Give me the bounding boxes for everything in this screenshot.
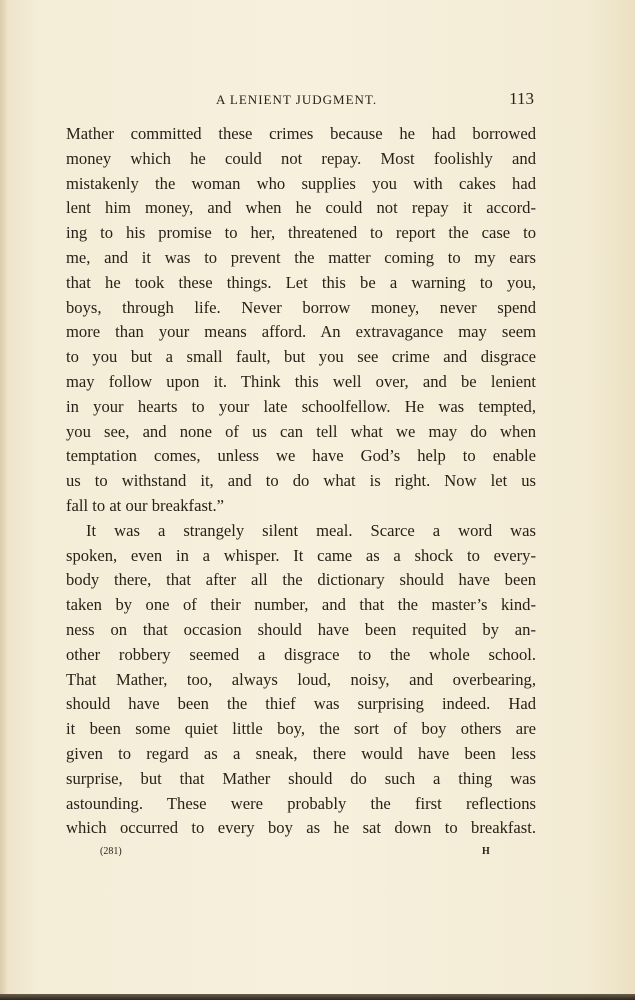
text-line: ness on that occasion should have been requited by an- xyxy=(66,619,536,639)
text-line: lent him money, and when he could not repay it accord- xyxy=(66,198,536,218)
body-text xyxy=(66,122,536,841)
text-line: surprise, but that Mather should do such a thing was xyxy=(66,768,536,788)
text-line: that he took these things. Let this be a warning to you, xyxy=(66,272,536,292)
text-line: other robbery seemed a disgrace to the whole school. xyxy=(66,644,536,664)
text-line: money which he could not repay. Most foolishly and xyxy=(66,148,536,168)
page-spine-shadow xyxy=(0,0,8,1000)
text-line: fall to at our breakfast.” xyxy=(66,495,225,515)
text-line: you see, and none of us can tell what we may do when xyxy=(66,421,536,441)
text-line: body there, that after all the dictionary should have been xyxy=(66,570,536,590)
text-line: Mather committed these crimes because he had borrowed xyxy=(66,124,536,143)
page-number: 113 xyxy=(509,89,534,108)
page-bottom-edge xyxy=(0,994,635,1000)
page-footer xyxy=(66,846,536,860)
text-line: in your hearts to your late schoolfellow. He was tempted, xyxy=(66,396,536,416)
text-line: me, and it was to prevent the matter coming to my ears xyxy=(66,247,536,267)
text-line: given to regard as a sneak, there would have been less xyxy=(66,743,536,763)
text-line: us to withstand it, and to do what is right. Now let us xyxy=(66,471,536,491)
printer-signature-number: (281) xyxy=(100,846,122,857)
text-line: It was a strangely silent meal. Scarce a word was xyxy=(86,520,536,540)
text-line: taken by one of their number, and that the master’s kind- xyxy=(66,595,536,615)
text-line: to you but a small fault, but you see crime and disgrace xyxy=(66,347,536,367)
text-line: which occurred to every boy as he sat down to breakfast. xyxy=(66,818,536,838)
text-line: spoken, even in a whisper. It came as a shock to every- xyxy=(66,545,536,565)
text-line: may follow upon it. Think this well over, and be lenient xyxy=(66,371,536,391)
gathering-signature-letter: H xyxy=(482,846,490,857)
text-line: should have been the thief was surprising indeed. Had xyxy=(66,694,536,714)
text-line: boys, through life. Never borrow money, never spend xyxy=(66,297,536,317)
text-line: it been some quiet little boy, the sort of boy others are xyxy=(66,719,536,739)
text-line: temptation comes, unless we have God’s help to enable xyxy=(66,446,536,466)
text-line: astounding. These were probably the first reflections xyxy=(66,793,536,813)
text-line: mistakenly the woman who supplies you with cakes had xyxy=(66,173,536,193)
text-line: ing to his promise to her, threatened to report the case to xyxy=(66,223,536,243)
text-line: more than your means afford. An extravagance may seem xyxy=(66,322,536,342)
text-line: That Mather, too, always loud, noisy, and overbearing, xyxy=(66,669,536,689)
running-head: A LENIENT JUDGMENT. xyxy=(216,92,378,107)
page-header xyxy=(66,89,534,111)
